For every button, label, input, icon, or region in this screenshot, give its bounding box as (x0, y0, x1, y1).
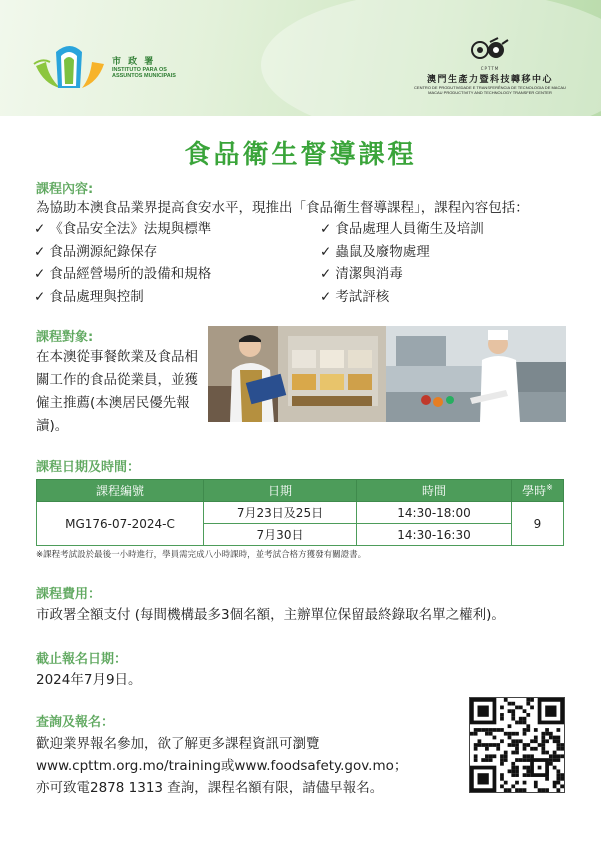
content-list-left (34, 218, 211, 308)
course-code-cell: MG176-07-2024-C (37, 502, 204, 546)
list-item: ✓ 《食品安全法》法規與標準 (34, 221, 212, 237)
qr-code[interactable] (469, 697, 565, 793)
content-intro: 為協助本澳食品業界提高食安水平，現推出「食品衛生督導課程」，課程內容包括： (36, 200, 529, 216)
iam-logo (30, 40, 180, 90)
check-icon: ✓ (320, 288, 332, 305)
target-text: 在本澳從事餐飲業及食品相關工作的食品從業員，並獲僱主推薦(本澳居民優先報讀)。 (36, 349, 198, 434)
schedule-heading: 課程日期及時間： (36, 460, 141, 475)
cpttm-name-en: MACAU PRODUCTIVITY AND TECHNOLOGY TRANSFER CENTER (428, 90, 552, 95)
cpttm-name-pt: CENTRO DE PRODUTIVIDADE E TRANSFERÊNCIA DE TECNOLOGIA DE MACAU (414, 85, 566, 90)
deadline-heading: 截止報名日期： (36, 652, 128, 667)
date-cell: 7月30日 (204, 524, 357, 546)
content-heading: 課程內容: (36, 182, 94, 197)
check-icon: ✓ (320, 221, 332, 237)
list-item: ✓ 食品溯源紀錄保存 (34, 243, 158, 260)
fee-text: 市政署全額支付 (每間機構最多3個名額，主辦單位保留最終錄取名單之權利)。 (36, 607, 505, 623)
list-item: ✓ 蟲鼠及廢物處理 (320, 243, 430, 260)
col-header-hours: 學時※ (512, 480, 564, 502)
cpttm-name-cn: 澳門生產力暨科技轉移中心 (426, 75, 553, 85)
check-icon: ✓ (34, 221, 46, 237)
list-item: ✓ 食品處理人員衛生及培訓 (320, 221, 484, 237)
deadline-text: 2024年7月9日。 (36, 672, 142, 688)
table-header-row (37, 480, 564, 502)
enquiry-line-3: 亦可致電2878 1313 查詢，課程名額有限，請儘早報名。 (36, 780, 384, 796)
schedule-table (36, 479, 564, 546)
qr-code-icon (470, 698, 564, 792)
list-item: ✓ 食品處理與控制 (34, 288, 144, 305)
list-item: ✓ 考試評核 (320, 288, 390, 305)
list-item: ✓ 清潔與消毒 (320, 266, 403, 282)
time-cell: 14:30-18:00 (357, 502, 512, 524)
check-icon: ✓ (34, 266, 46, 282)
schedule-note: ※課程考試設於最後一小時進行，學員需完成八小時課時，並考試合格方獲發有關證書。 (36, 550, 367, 560)
cpttm-logo (395, 36, 585, 95)
photo-strip (208, 326, 566, 422)
iam-name-cn: 市 政 署 (112, 57, 156, 67)
table-row (37, 502, 564, 524)
time-cell: 14:30-16:30 (357, 524, 512, 546)
check-icon: ✓ (320, 266, 332, 282)
enquiry-line-2[interactable]: www.cpttm.org.mo/training或www.foodsafety.gov.mo； (36, 758, 408, 774)
list-item: ✓ 食品經營場所的設備和規格 (34, 266, 212, 282)
check-icon: ✓ (320, 243, 332, 260)
col-header-time: 時間 (357, 480, 512, 502)
check-icon: ✓ (34, 243, 46, 260)
page-title: 食品衛生督導課程 (184, 140, 417, 170)
chef-photo (386, 326, 566, 422)
col-header-date: 日期 (204, 480, 357, 502)
cpttm-emblem-icon (468, 36, 512, 68)
col-header-code: 課程編號 (37, 480, 204, 502)
date-cell: 7月23日及25日 (204, 502, 357, 524)
iam-leaf-icon (30, 40, 110, 90)
iam-name-pt: INSTITUTO PARA OS ASSUNTOS MUNICIPAIS (112, 67, 176, 79)
fee-heading: 課程費用： (36, 587, 102, 602)
hours-cell: 9 (512, 502, 564, 546)
header-banner (0, 0, 601, 116)
enquiry-heading: 查詢及報名： (36, 715, 115, 730)
inspector-photo (208, 326, 386, 422)
enquiry-line-1: 歡迎業界報名參加，欲了解更多課程資訊可瀏覽 (36, 736, 320, 752)
target-heading: 課程對象: (36, 330, 94, 345)
check-icon: ✓ (34, 288, 46, 305)
content-list-right (320, 218, 484, 308)
cpttm-abbr: CPTTM (480, 66, 500, 71)
